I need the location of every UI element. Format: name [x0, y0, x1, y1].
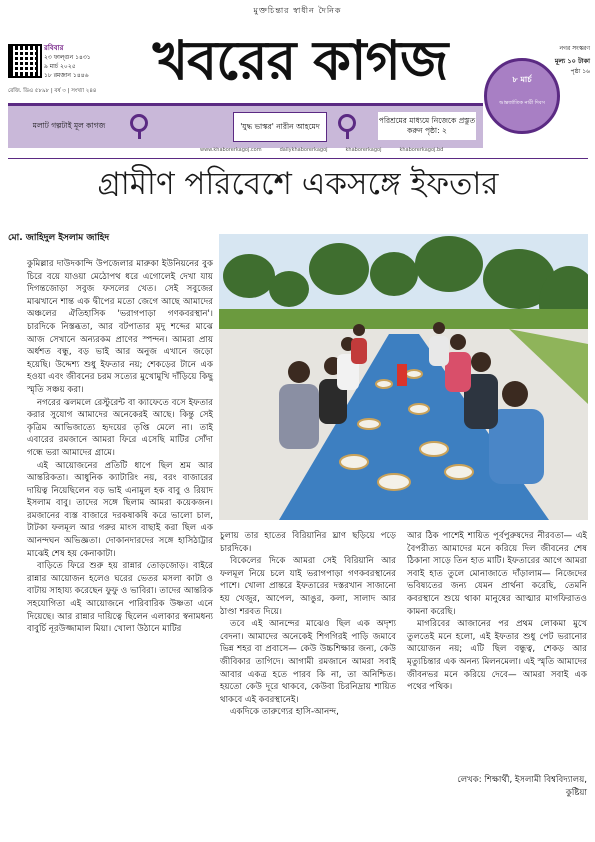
- registration-line: রেজি. ডিএ ৫৮৯৮ | বর্ষ ৩ | সংখ্যা ২৪৪: [8, 88, 97, 94]
- date-bangla: ২৩ ফাল্গুন ১৪৩১: [44, 54, 91, 61]
- edition-info: [528, 44, 590, 53]
- paragraph: একদিকে তারুণ্যের হাসি-আনন্দ,: [230, 707, 339, 718]
- social-links: [200, 147, 480, 153]
- date-hijri: ১৮ রমজান ১৪৪৬: [44, 72, 89, 79]
- paragraph: মাগরিবের আজানের পর প্রথম লোকমা মুখে তুলতেই মনে হলো, এই ইফতার শুধু পেট ভরানোর আয়োজন নয়; এটি ছিল বন্ধুত্ব, শেকড় আর মৃত্যুচিন্তার এক অনন্য মিলনমেলা। এই স্মৃতি আমাদের জীবনভর মনে করিয়ে দেবে— আমরা সবাই এক পথের পথিক।: [407, 619, 587, 693]
- supplement-teaser-3[interactable]: পরিশ্রমের মাধ্যমে নিজেকে প্রস্তুত করুন পৃষ্ঠা: ২: [378, 112, 476, 140]
- article-byline: মো. জাহিদুল ইসলাম জাহিদ: [8, 233, 110, 243]
- facebook-link[interactable]: dailykhaborerkagoj: [279, 147, 328, 153]
- iftar-photo-illustration: [219, 234, 588, 520]
- author-affiliation: লেখক: শিক্ষার্থী, ইসলামী বিশ্ববিদ্যালয়,: [457, 775, 587, 785]
- paragraph: চুলায় তার হাতের বিরিয়ানির ঘ্রাণ ছড়িয়ে পড়ে চারদিকে।: [220, 531, 396, 554]
- date-box: [44, 44, 110, 80]
- price: মূল্য ১০ টাকা: [554, 57, 590, 65]
- supplement-teaser-1[interactable]: মলাট গল্পটাই মূল কাগজ: [32, 121, 106, 130]
- qr-code-icon: [8, 44, 42, 78]
- venus-icon: [338, 114, 356, 132]
- paragraph: বাড়িতে ফিরে শুরু হয় রান্নার তোড়জোড়। বাইরে রান্নার আয়োজন হলেও ঘরের ভেতর মসলা কাটা ও বাটায় সাহায্য করেছেন ফুফু ও ভাবিরা। তাদের আন্তরিক সহযোগিতা এই আয়োজনে পারিবারিক উষ্ণতা এনে দিয়েছে। আর রান্নার দায়িত্বে ছিলেন এলাকার স্বনামধন্য বাবুর্চি নূরউজ্জামাল মিয়া। খোলা উঠানে মাটির: [27, 561, 213, 635]
- badge-date: ৮ মার্চ: [512, 75, 532, 84]
- masthead-tagline: মুক্তচিন্তার স্বাধীন দৈনিক: [253, 6, 342, 15]
- supplement-teaser-2[interactable]: 'যুদ্ধ ভাস্কর' নারীন আহমেদ: [233, 112, 327, 142]
- newspaper-logo: খবরের কাগজ: [152, 28, 448, 92]
- masthead-rule: [8, 158, 588, 159]
- paragraph: তবে এই আনন্দের মাঝেও ছিল এক অদৃশ্য বেদনা। আমাদের অনেকেই শিগগিরই পাড়ি জমাবে ভিন্ন শহর বা প্রবাসে— কেউ উচ্চশিক্ষার জন্য, কেউ জীবিকার তাগিদে। আগামী রমজানে আমরা সবাই আবার একত্র হতে পারব কি না, তা অনিশ্চিত। হয়তো কেউ দূরে থাকবে, কেউবা চিরনিদ্রায় শায়িত থাকবে এই কবরস্থানেই।: [220, 619, 396, 705]
- author-note: [407, 774, 587, 799]
- paragraph: কুমিল্লার দাউদকান্দি উপজেলার মারুকা ইউনিয়নের বুক চিরে বয়ে যাওয়া মেঠোপথ ধরে এগোলেই দেখা যায় দিগন্তজোড়া সবুজ ফসলের খেত। সেই সবুজের মাঝখানে শান্ত এক দ্বীপের মতো জেগে আছে আমাদের অঞ্চলের ঐতিহাসিক 'ভরাগপাড়া গণকবরস্থান'। চারদিকে নিস্তব্ধতা, আর বটপাতার মৃদু শব্দের মাঝে আজ সেখানে অন্যরকম প্রাণের স্পন্দন। আমরা প্রায় অর্ধশত বন্ধু, বড় ভাই আর অনুজ এখানে জড়ো হয়েছি। উদ্দেশ্য শুধু ইফতার নয়; শেকড়ের টানে এক হওয়া এবং জীবনের চরম সত্যের মুখোমুখি দাঁড়িয়ে কিছু স্মৃতি সঞ্চয় করা।: [27, 259, 213, 395]
- paragraph: আর ঠিক পাশেই শায়িত পূর্বপুরুষদের নীরবতা— এই বৈপরীত্য আমাদের মনে করিয়ে দিল জীবনের শেষ ঠিকানা সাড়ে তিন হাত মাটি। ইফতারের আগে আমরা সবাই হাত তুলে মোনাজাতে দাঁড়ালাম— নিজেদের ভবিষ্যতের জন্য যেমন প্রার্থনা করেছি, তেমনি কবরস্থানে শুয়ে থাকা মানুষের আত্মার মাগফিরাতও কামনা করেছি।: [407, 531, 587, 617]
- article-column-2: [220, 530, 396, 719]
- article-column-1: [27, 258, 213, 636]
- page-count: পৃষ্ঠা ১৬: [570, 68, 590, 75]
- badge-subtitle: আন্তর্জাতিক নারী দিবস: [499, 100, 545, 106]
- article-column-3: [407, 530, 587, 694]
- edition: নগর সংস্করণ: [559, 45, 590, 52]
- youtube-link[interactable]: khaborerkagoj.bd: [399, 147, 444, 153]
- supplement-band: [8, 103, 483, 148]
- paragraph: নগরের ঝলমলে রেস্টুরেন্ট বা ক্যাফেতে বসে ইফতার করার সুযোগ আমাদের অনেকেরই আছে। কিন্তু সেই কৃত্রিম আভিজাত্যে হৃদয়ের তৃপ্তি মেলে না। তাই এবারের রমজানে আমরা ফিরে এসেছি মাটির সোঁদা গন্ধে ভরা আমাদের গ্রামে।: [27, 397, 213, 458]
- weekday: রবিবার: [44, 44, 64, 52]
- twitter-link[interactable]: khaborerkagoj: [345, 147, 382, 153]
- article-photo: [219, 234, 588, 520]
- venus-icon: [130, 114, 148, 132]
- website-link[interactable]: www.khaborerkagoj.com: [200, 147, 262, 153]
- author-location: কুষ্টিয়া: [565, 787, 587, 798]
- paragraph: বিকেলের দিকে আমরা সেই বিরিয়ানি আর ফলমূল নিয়ে চলে যাই ভরাগপাড়া গণকবরস্থানের পাশে। খোলা প্রান্তরে ইফতারের দস্তরখান সাজানো হয় খেজুর, আপেল, আঙুর, কলা, সালাদ আর ঠাণ্ডা শরবত দিয়ে।: [220, 556, 396, 617]
- article-headline: গ্রামীণ পরিবেশে একসঙ্গে ইফতার: [97, 166, 499, 202]
- paragraph: এই আয়োজনের প্রতিটি ধাপে ছিল শ্রম আর আন্তরিকতা। আধুনিক ক্যাটারিং নয়, বরং বাজারের দায়িত্ব নিয়েছিলেন বড় ভাই এনামুল হক বাবু ও রিয়াদ ইসলাম বাবু। তাদের সঙ্গে ছিলাম আমরা কয়েকজন। রমজানের ব্যস্ত বাজারে দরকষাকষি করে ভালো চাল, টাটকা ফলমূল আর গরুর মাংস বাছাই করা ছিল এক আনন্দঘন অভিজ্ঞতা। দোকানদারদের সঙ্গে হাসিঠাট্টার মাঝেই শেষ হয় কেনাকাটা।: [27, 460, 213, 559]
- date-english: ৯ মার্চ ২০২৫: [44, 63, 76, 70]
